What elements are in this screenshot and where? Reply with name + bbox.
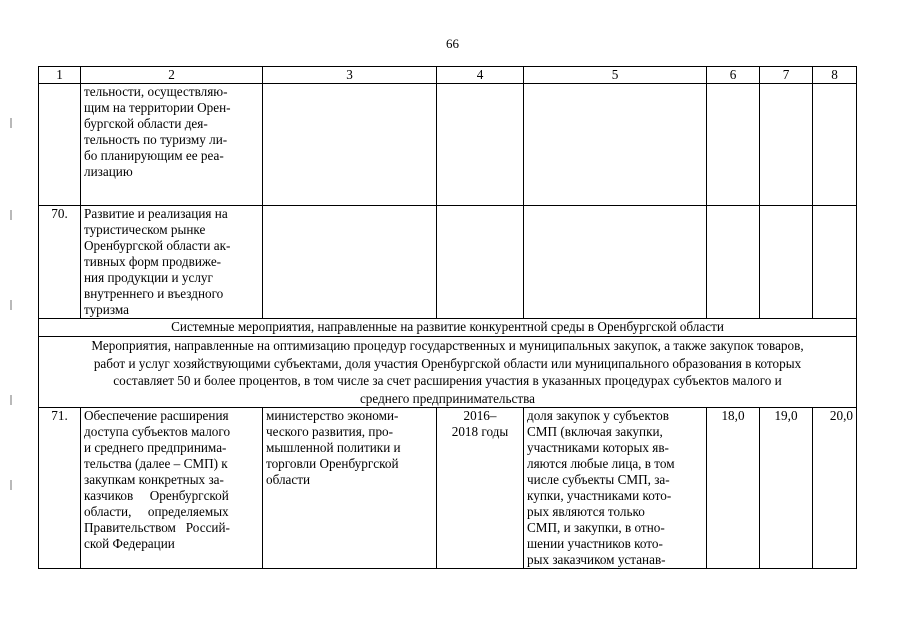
- row-number-cell: [39, 84, 81, 206]
- table-row-71: [39, 408, 857, 569]
- table-row-70: [39, 206, 857, 319]
- empty-cell: [437, 84, 524, 206]
- text-line: 2016–: [463, 408, 497, 423]
- text-line: Обеспечение расширения: [84, 408, 229, 423]
- text-line: СМП (включая закупки,: [527, 424, 663, 439]
- text-line: СМП, и закупки, в отно-: [527, 520, 665, 535]
- text-line: лизацию: [84, 164, 133, 179]
- text-line: бо планирующим ее реа-: [84, 148, 224, 163]
- scan-margin-mark: [10, 395, 12, 405]
- text-line: 2018 годы: [451, 424, 509, 439]
- text-line: составляет 50 и более процентов, в том числе за счет расширения участия в указанных процедурах субъектов малого и: [113, 373, 782, 388]
- empty-cell: [707, 84, 760, 206]
- text-line: ляются любые лица, в том: [527, 456, 675, 471]
- text-line: тивных форм продвиже-: [84, 254, 222, 269]
- text-line: внутреннего и въездного: [84, 286, 224, 301]
- empty-cell: [813, 206, 857, 319]
- text-line: ческого развития, про-: [266, 424, 394, 439]
- page-number: 66: [446, 36, 459, 51]
- measure-name-cell: [81, 206, 263, 319]
- text-line: туризма: [84, 302, 129, 317]
- text-line: участниками которых яв-: [527, 440, 669, 455]
- column-header-3: 3: [263, 67, 437, 84]
- text-line: области, определяемых: [84, 504, 229, 519]
- text-line: туристическом рынке: [84, 222, 206, 237]
- empty-cell: [263, 84, 437, 206]
- text-line: мышленной политики и: [266, 440, 401, 455]
- value-2017-cell: 19,0: [760, 408, 813, 569]
- measure-name-cell: [81, 84, 263, 206]
- column-header-4: 4: [437, 67, 524, 84]
- text-line: и среднего предпринима-: [84, 440, 227, 455]
- empty-cell: [813, 84, 857, 206]
- text-line: закупкам конкретных за-: [84, 472, 224, 487]
- column-header-6: 6: [707, 67, 760, 84]
- value-2018-cell: 20,0: [813, 408, 857, 569]
- column-header-8: 8: [813, 67, 857, 84]
- empty-cell: [524, 84, 707, 206]
- section-title-row: [39, 319, 857, 337]
- text-line: бургской области дея-: [84, 116, 208, 131]
- text-line: области: [266, 472, 311, 487]
- scan-margin-mark: [10, 300, 12, 310]
- text-line: рых заказчиком устанав-: [527, 552, 666, 567]
- text-line: Правительством Россий-: [84, 520, 230, 535]
- empty-cell: [760, 206, 813, 319]
- empty-cell: [524, 206, 707, 319]
- period-cell: [437, 408, 524, 569]
- subsection-title: [39, 337, 857, 408]
- empty-cell: [437, 206, 524, 319]
- empty-cell: [707, 206, 760, 319]
- section-title: Системные мероприятия, направленные на развитие конкурентной среды в Оренбургской области: [39, 319, 857, 337]
- text-line: числе субъекты СМП, за-: [527, 472, 670, 487]
- text-line: тельства (далее – СМП) к: [84, 456, 228, 471]
- text-line: министерство экономи-: [266, 408, 399, 423]
- scan-margin-mark: [10, 118, 12, 128]
- text-line: тельности, осуществляю-: [84, 84, 228, 99]
- text-line: казчиков Оренбургской: [84, 488, 229, 503]
- empty-cell: [263, 206, 437, 319]
- column-header-7: 7: [760, 67, 813, 84]
- empty-cell: [760, 84, 813, 206]
- text-line: торговли Оренбургской: [266, 456, 399, 471]
- text-line: шении участников кото-: [527, 536, 663, 551]
- row-number-cell: 70.: [39, 206, 81, 319]
- text-line: доля закупок у субъектов: [527, 408, 669, 423]
- scan-margin-mark: [10, 480, 12, 490]
- measures-table: [38, 66, 857, 569]
- subsection-title-row: [39, 337, 857, 408]
- table-row-continuation: [39, 84, 857, 206]
- responsible-executor-cell: [263, 408, 437, 569]
- column-number-row: [39, 67, 857, 84]
- text-line: работ и услуг хозяйствующими субъектами, доля участия Оренбургской области или муниципального образования в которых: [93, 355, 802, 371]
- text-line: доступа субъектов малого: [84, 424, 231, 439]
- text-line: ния продукции и услуг: [84, 270, 213, 285]
- text-line: купки, участниками кото-: [527, 488, 672, 503]
- text-line: Оренбургской области ак-: [84, 238, 231, 253]
- text-line: рых являются только: [527, 504, 645, 519]
- value-2016-cell: 18,0: [707, 408, 760, 569]
- column-header-2: 2: [81, 67, 263, 84]
- indicator-cell: [524, 408, 707, 569]
- text-line: тельность по туризму ли-: [84, 132, 228, 147]
- scan-margin-mark: [10, 210, 12, 220]
- measure-name-cell: [81, 408, 263, 569]
- text-line: среднего предпринимательства: [359, 390, 536, 406]
- text-line: щим на территории Орен-: [84, 100, 231, 115]
- column-header-1: 1: [39, 67, 81, 84]
- column-header-5: 5: [524, 67, 707, 84]
- row-number-cell: 71.: [39, 408, 81, 569]
- text-line: Развитие и реализация на: [84, 206, 228, 221]
- text-line: Мероприятия, направленные на оптимизацию процедур государственных и муниципальных закупок, а также закупок товаров,: [91, 338, 804, 353]
- text-line: ской Федерации: [84, 536, 175, 551]
